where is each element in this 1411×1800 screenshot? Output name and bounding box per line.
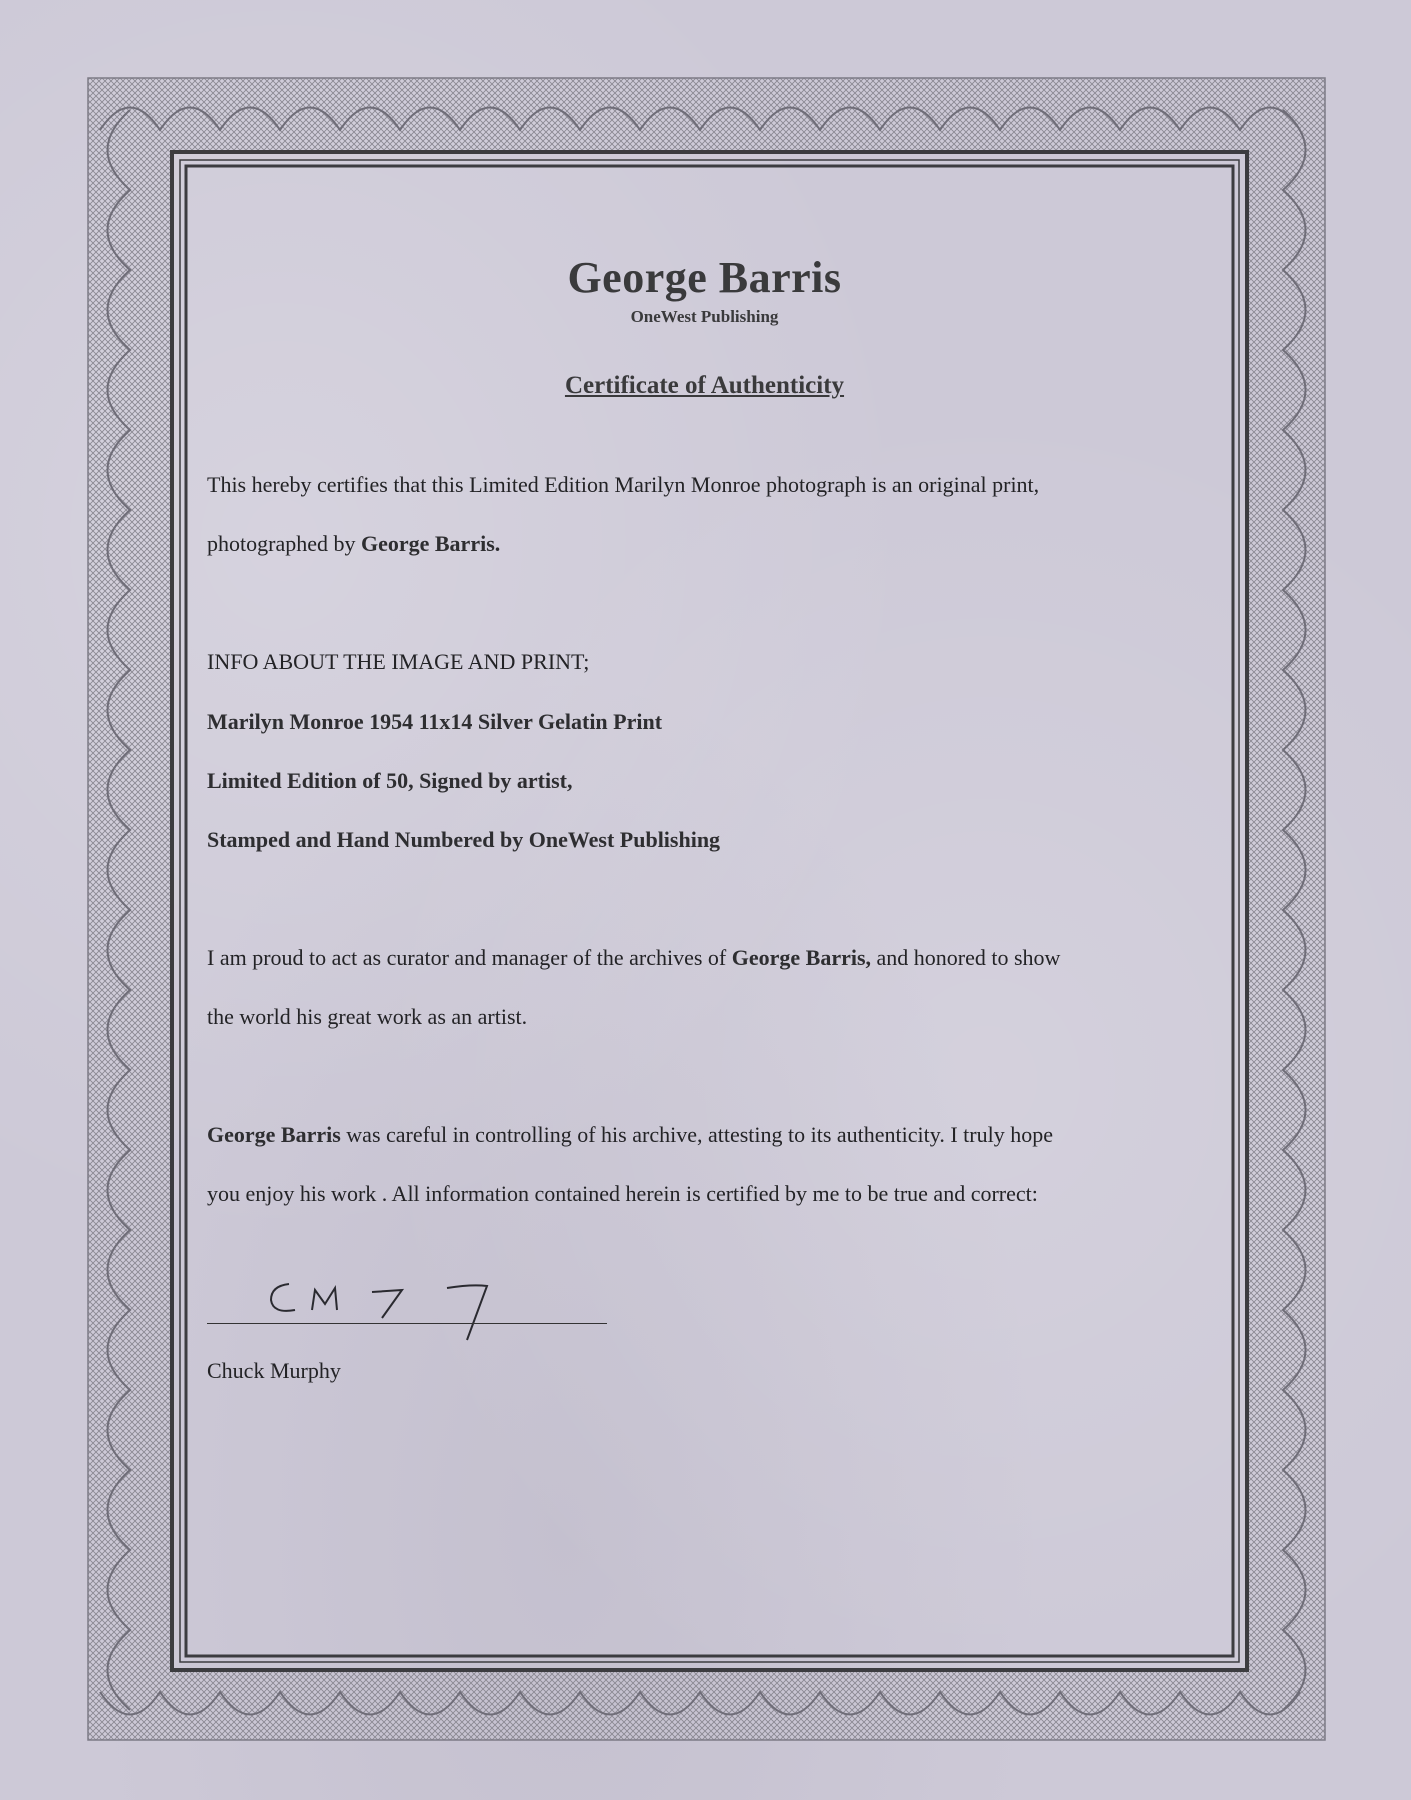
signature [257,1270,517,1350]
page-title: George Barris [567,253,842,302]
closing-line-1 [207,1122,1053,1148]
curator-artist-name: George Barris, [731,945,872,970]
certificate-heading: Certificate of Authenticity [564,372,845,399]
closing-artist-name: George Barris [207,1122,341,1147]
info-header: INFO ABOUT THE IMAGE AND PRINT; [207,649,590,674]
info-line-1 [207,709,662,735]
intro-line-1 [207,472,1039,498]
edition-info: Limited Edition of 50, Signed by artist, [207,768,573,793]
signature-line [207,1323,607,1324]
photographer-name: George Barris. [360,531,501,556]
intro-line-2 [207,531,500,557]
intro-text: This hereby certifies that this Limited Edition Marilyn Monroe photograph is an original print, [207,472,1040,497]
curator-text-2: and honored to show [871,945,1061,970]
intro-text-2: photographed by [207,531,361,556]
certificate-body [207,0,1207,1800]
info-line-2 [207,768,572,794]
print-title: Marilyn Monroe 1954 11x14 Silver Gelatin Print [207,709,663,734]
publisher-name: OneWest Publishing [630,307,779,326]
closing-text: was careful in controlling of his archive, attesting to its authenticity. I truly hope [340,1122,1053,1147]
curator-line-1 [207,945,1060,971]
curator-text: I am proud to act as curator and manager of the archives of [207,945,732,970]
curator-line-2: the world his great work as an artist. [207,1004,528,1029]
closing-line-2: you enjoy his work . All information contained herein is certified by me to be true and correct: [207,1181,1038,1206]
info-line-3 [207,827,720,853]
stamp-info: Stamped and Hand Numbered by OneWest Publishing [207,827,721,852]
signer-name: Chuck Murphy [207,1358,341,1383]
